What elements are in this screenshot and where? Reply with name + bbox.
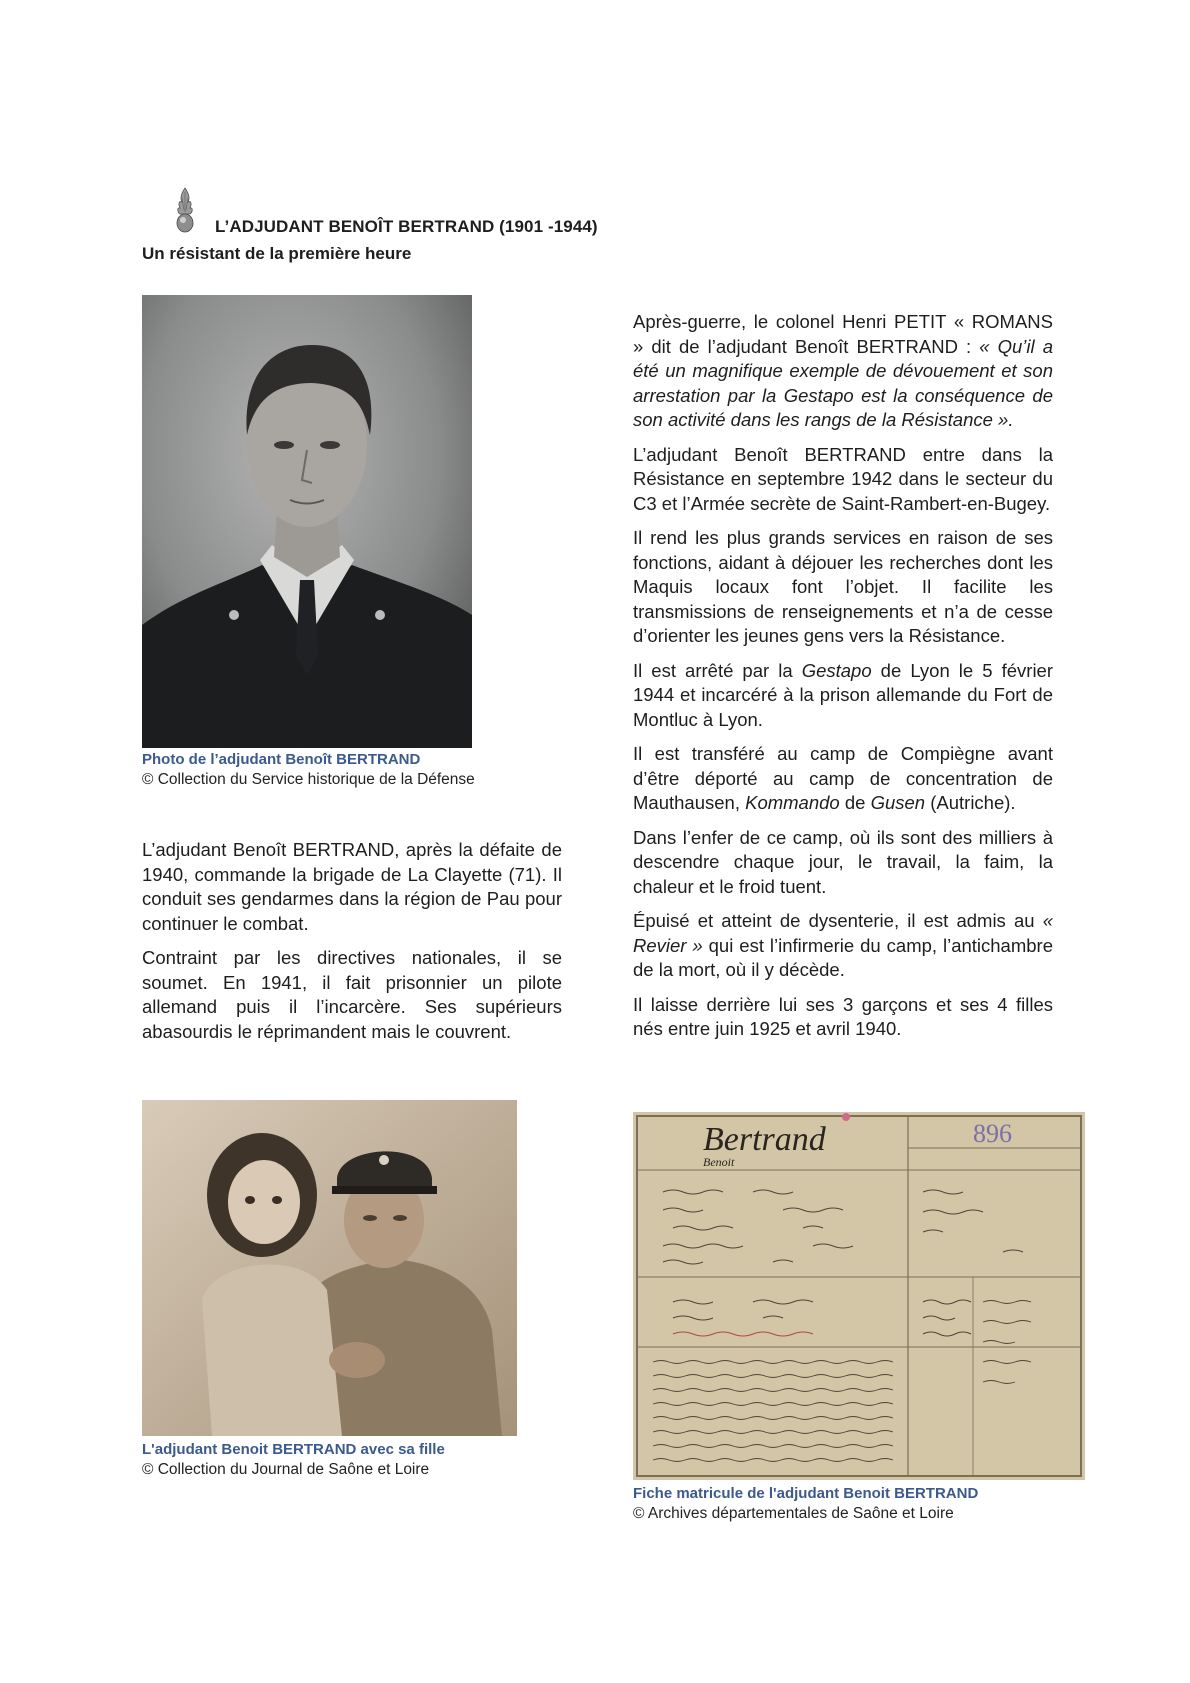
register-firstname: Benoit (703, 1155, 735, 1169)
service-record-card (633, 1112, 1085, 1480)
left-paragraph-1: L’adjudant Benoît BERTRAND, après la défaite de 1940, commande la brigade de La Clayette (71). Il conduit ses gendarmes dans la région de Pau pour continuer le combat. (142, 839, 562, 934)
left-column-text (142, 838, 562, 1054)
right-paragraph-6: Dans l’enfer de ce camp, où ils sont des milliers à descendre chaque jour, le travail, la faim, la chaleur et le froid tuent. (633, 826, 1053, 897)
grenade-flame-icon (172, 186, 198, 234)
register-number: 896 (973, 1119, 1012, 1148)
service-record-caption-credit: © Archives départementales de Saône et Loire (633, 1505, 954, 1522)
romans-quote: « Qu’il a été un magnifique exemple de dévouement et son arrestation par la Gestapo est la conséquence de son activité dans les rangs de la Résistance ». (633, 335, 1054, 430)
father-daughter-caption-credit: © Collection du Journal de Saône et Loire (142, 1461, 430, 1478)
page-title: L’ADJUDANT BENOÎT BERTRAND (1901 -1944) (215, 217, 598, 236)
portrait-caption-title: Photo de l’adjudant Benoît BERTRAND (142, 751, 421, 768)
father-daughter-photo (142, 1100, 517, 1436)
right-paragraph-1: Après-guerre, le colonel Henri PETIT « ROMANS » dit de l’adjudant Benoît BERTRAND : « Qu’il a été un magnifique exemple de dévouement et son arrestation par la Gestapo est la conséquence de son activité dans les rangs de la Résistance ». (633, 311, 1054, 430)
left-paragraph-2: Contraint par les directives nationales, il se soumet. En 1941, il fait prisonnier un pilote allemand puis il l’incarcère. Ses supérieurs abasourdis le réprimandent mais le couvrent. (142, 947, 562, 1042)
right-paragraph-8: Il laisse derrière lui ses 3 garçons et ses 4 filles nés entre juin 1925 et avril 1940. (633, 993, 1053, 1039)
right-paragraph-7: Épuisé et atteint de dysenterie, il est admis au « Revier » qui est l’infirmerie du camp, l’antichambre de la mort, où il y décède. (633, 910, 1053, 980)
right-paragraph-4: Il est arrêté par la Gestapo de Lyon le 5 février 1944 et incarcéré à la prison allemande du Fort de Montluc à Lyon. (633, 659, 1054, 730)
register-name: Bertrand (703, 1121, 826, 1158)
father-daughter-caption-title: L'adjudant Benoit BERTRAND avec sa fille (142, 1441, 445, 1458)
right-paragraph-3: Il rend les plus grands services en raison de ses fonctions, aidant à déjouer les recherches dont les Maquis locaux font l’objet. Il facilite les transmissions de renseignements et n’a de cesse d’orienter les jeunes gens vers la Résistance. (633, 527, 1053, 646)
page-subtitle: Un résistant de la première heure (142, 244, 412, 263)
portrait-caption-credit: © Collection du Service historique de la Défense (142, 771, 475, 788)
portrait-caption (142, 751, 562, 789)
right-paragraph-2: L’adjudant Benoît BERTRAND entre dans la Résistance en septembre 1942 dans le secteur du C3 et l’Armée secrète de Saint-Rambert-en-Bugey. (633, 443, 1053, 514)
service-record-caption-title: Fiche matricule de l'adjudant Benoit BERTRAND (633, 1485, 979, 1502)
service-record-caption (633, 1485, 1093, 1523)
portrait-photo (142, 295, 472, 748)
right-column-text (633, 310, 1053, 1052)
father-daughter-caption (142, 1441, 562, 1479)
right-paragraph-5: Il est transféré au camp de Compiègne avant d’être déporté au camp de concentration de Mauthausen, Kommando de Gusen (Autriche). (633, 743, 1053, 813)
